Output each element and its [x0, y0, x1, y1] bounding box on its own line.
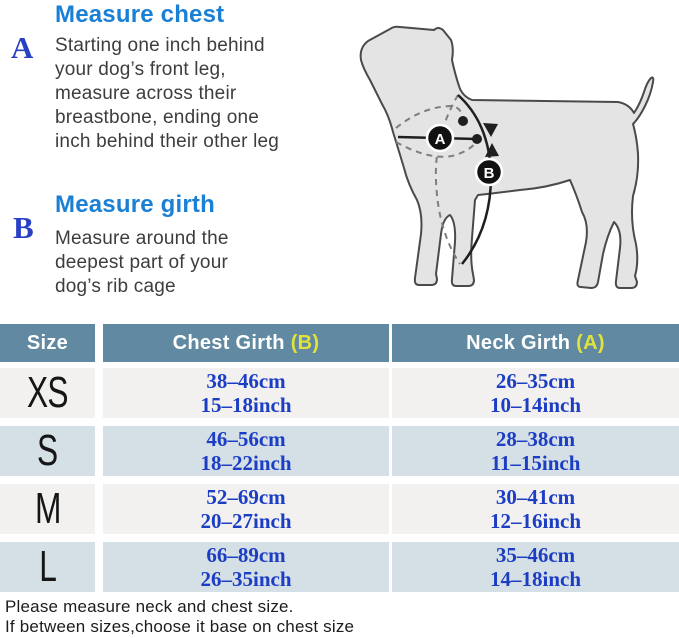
- header-chest-text: Chest Girth: [172, 331, 285, 354]
- chest-girth-cell: [103, 542, 389, 592]
- chest-text-line: your dog’s front leg,: [55, 59, 226, 80]
- neck-girth-cell: [392, 542, 679, 592]
- chest-inch-value: 26–35inch: [200, 567, 292, 591]
- marker-b-badge: [476, 159, 502, 185]
- chest-inch-value: 18–22inch: [200, 451, 292, 475]
- neck-cm-value: 30–41cm: [495, 485, 576, 509]
- chest-cm-value: 46–56cm: [206, 427, 286, 451]
- chest-girth-cell: [103, 484, 389, 534]
- size-table: [0, 324, 679, 600]
- measure-chest-heading: Measure chest: [55, 1, 225, 28]
- table-row-xs: [0, 368, 679, 418]
- header-neck-label: [466, 332, 605, 355]
- neck-cm-value: 35–46cm: [495, 543, 576, 567]
- header-chest-girth: [103, 324, 389, 362]
- table-row-m: [0, 484, 679, 534]
- measure-chest-text: [55, 34, 279, 154]
- measure-note: [5, 597, 354, 637]
- neck-cm-value: 28–38cm: [495, 427, 576, 451]
- neck-inch-value: 14–18inch: [489, 567, 581, 591]
- size-cell: [0, 542, 95, 592]
- header-chest-tag: (B): [290, 331, 320, 354]
- size-label: M: [34, 484, 61, 533]
- chest-cm-value: 66–89cm: [206, 543, 286, 567]
- girth-text-line: deepest part of your: [55, 252, 228, 273]
- table-row-l: [0, 542, 679, 592]
- header-size-label: Size: [26, 331, 69, 354]
- neck-inch-value: 11–15inch: [490, 451, 581, 475]
- dog-body: [361, 27, 654, 288]
- neck-girth-cell: [392, 426, 679, 476]
- neck-girth-cell: [392, 484, 679, 534]
- size-cell: [0, 368, 95, 418]
- header-neck-tag: (A): [576, 331, 605, 354]
- chest-text-line: inch behind their other leg: [55, 131, 280, 152]
- neck-girth-cell: [392, 368, 679, 418]
- measure-note-line2: If between sizes,choose it base on chest size: [5, 617, 355, 636]
- header-neck-girth: [392, 324, 679, 362]
- size-table-header: [0, 324, 679, 362]
- measure-girth-text: [55, 227, 229, 299]
- girth-text-line: Measure around the: [55, 228, 229, 249]
- neck-inch-value: 10–14inch: [489, 393, 581, 417]
- label-b: B: [13, 210, 34, 245]
- marker-a-badge: [427, 125, 453, 151]
- header-chest-label: [173, 332, 320, 355]
- measure-note-line1: Please measure neck and chest size.: [5, 597, 294, 616]
- header-neck-text: Neck Girth: [466, 331, 571, 354]
- chest-text-line: measure across their: [55, 83, 237, 104]
- chest-text-line: breastbone, ending one: [55, 107, 260, 128]
- neck-dot-top: [458, 116, 468, 126]
- marker-b-letter: B: [483, 165, 495, 182]
- measure-girth-heading: Measure girth: [55, 191, 215, 218]
- size-cell: [0, 426, 95, 476]
- dog-silhouette-icon: [346, 16, 678, 322]
- size-label: L: [39, 542, 56, 591]
- size-label: XS: [27, 368, 68, 417]
- chest-text-line: Starting one inch behind: [55, 35, 265, 56]
- girth-text-line: dog’s rib cage: [55, 276, 176, 297]
- chest-inch-value: 20–27inch: [200, 509, 292, 533]
- size-label: S: [37, 426, 58, 475]
- chest-inch-value: 15–18inch: [200, 393, 292, 417]
- dog-measurement-diagram: [346, 16, 678, 322]
- chest-girth-cell: [103, 426, 389, 476]
- marker-a-letter: A: [434, 131, 446, 148]
- neck-cm-value: 26–35cm: [495, 369, 576, 393]
- table-row-s: [0, 426, 679, 476]
- chest-cm-value: 52–69cm: [206, 485, 286, 509]
- header-size: [0, 324, 95, 362]
- chest-cm-value: 38–46cm: [206, 369, 286, 393]
- neck-dot-side: [472, 134, 482, 144]
- neck-inch-value: 12–16inch: [489, 509, 581, 533]
- chest-girth-cell: [103, 368, 389, 418]
- label-a: A: [11, 30, 34, 65]
- size-cell: [0, 484, 95, 534]
